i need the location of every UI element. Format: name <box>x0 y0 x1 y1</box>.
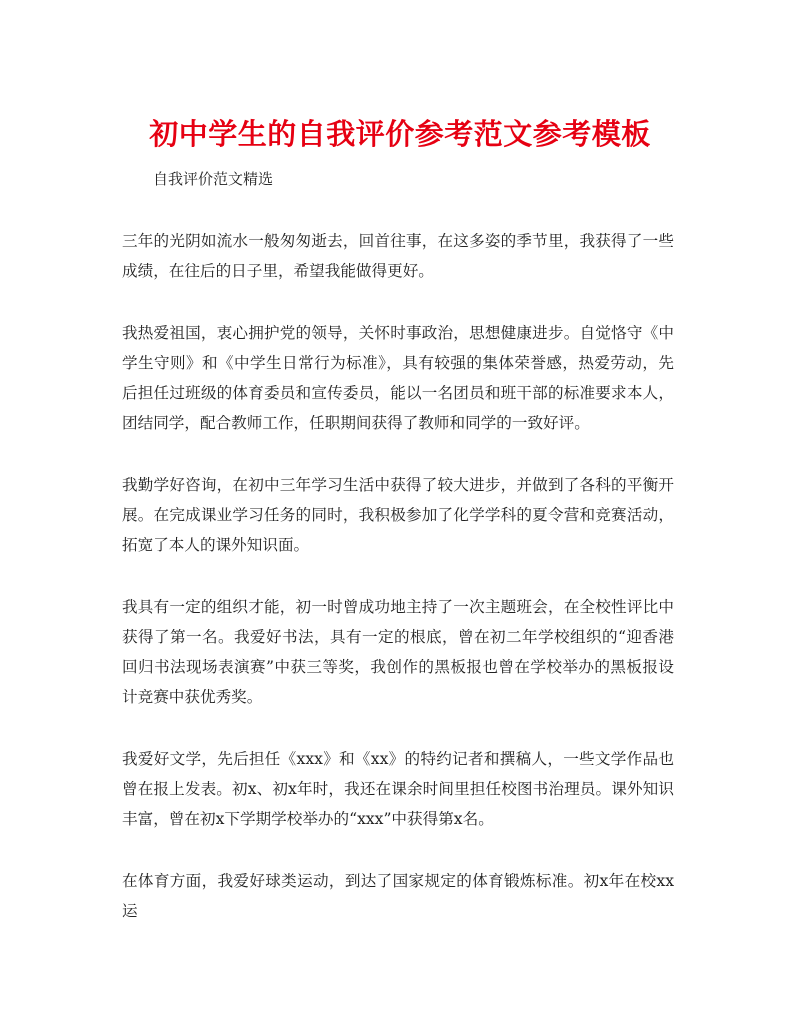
document-title: 初中学生的自我评价参考范文参考模板 <box>149 117 651 151</box>
paragraph: 三年的光阴如流水一般匆匆逝去，回首往事，在这多姿的季节里，我获得了一些成绩，在往后的日子里，希望我能做得更好。 <box>122 232 674 280</box>
paragraph: 我热爱祖国，衷心拥护党的领导，关怀时事政治，思想健康进步。自觉恪守《中学生守则》和《中学生日常行为标准》，具有较强的集体荣誉感，热爱劳动，先后担任过班级的体育委员和宣传委员，能以一名团员和班干部的标准要求本人，团结同学，配合教师工作，任职期间获得了教师和同学的一致好评。 <box>122 324 674 432</box>
paragraph: 我勤学好咨询，在初中三年学习生活中获得了较大进步，并做到了各科的平衡开展。在完成课业学习任务的同时，我积极参加了化学学科的夏令营和竞赛活动，拓宽了本人的课外知识面。 <box>122 476 674 554</box>
document-body <box>122 226 674 926</box>
paragraph: 我爱好文学，先后担任《xxx》和《xx》的特约记者和撰稿人，一些文学作品也曾在报上发表。初x、初x年时，我还在课余时间里担任校图书治理员。课外知识丰富，曾在初x下学期学校举办的“xxx”中获得第x名。 <box>122 750 674 828</box>
paragraph: 我具有一定的组织才能，初一时曾成功地主持了一次主题班会，在全校性评比中获得了第一名。我爱好书法，具有一定的根底，曾在初二年学校组织的“迎香港回归书法现场表演赛”中获三等奖，我创作的黑板报也曾在学校举办的黑板报设计竞赛中获优秀奖。 <box>122 598 674 706</box>
paragraph: 在体育方面，我爱好球类运动，到达了国家规定的体育锻炼标准。初x年在校xx运 <box>122 872 674 920</box>
document-subtitle: 自我评价范文精选 <box>153 170 274 188</box>
